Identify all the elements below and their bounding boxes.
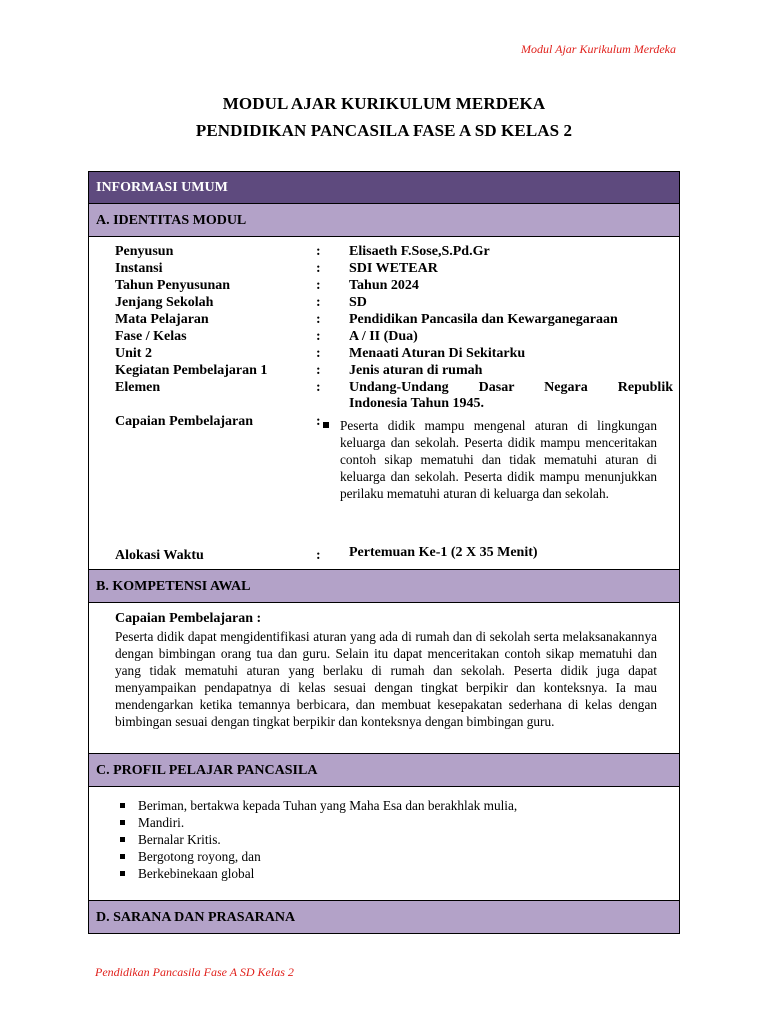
profil-item-text: Bernalar Kritis. [138, 832, 221, 847]
identitas-modul-content [89, 237, 679, 570]
identity-label: Kegiatan Pembelajaran 1 [115, 363, 268, 378]
kompetensi-paragraph: Peserta didik dapat mengidentifikasi aturan yang ada di rumah dan di sekolah serta melaksanakannya dengan bimbingan orang tua dan guru. Selain itu dapat menceritakan contoh sikap mematuhi dan yang tidak mematuhi aturan yang berlaku di rumah dan sekolah. Peserta didik juga dapat menyampaikan pendapatnya di kelas sesuai dengan tingkat berpikir dan konteksnya. Ia mau mendengarkan ketika temannya berbicara, dan membuat kesepakatan sederhana di kelas dengan bimbingan sesuai dengan tingkat berpikir dan konteksnya dengan bimbingan guru. [115, 629, 657, 729]
colon: : [316, 363, 321, 378]
bullet-icon [120, 871, 125, 876]
identity-value: SD [349, 295, 367, 310]
identity-label: Instansi [115, 261, 163, 276]
section-header-kompetensi-awal: B. KOMPETENSI AWAL [89, 570, 679, 603]
identity-value: Pendidikan Pancasila dan Kewarganegaraan [349, 312, 618, 327]
section-header-informasi-umum: INFORMASI UMUM [89, 172, 679, 204]
identity-label: Elemen [115, 380, 161, 395]
profil-item-text: Beriman, bertakwa kepada Tuhan yang Maha Esa dan berakhlak mulia, [138, 798, 518, 813]
colon: : [316, 244, 321, 259]
list-item [119, 797, 517, 814]
capaian-bullet [323, 417, 657, 502]
bullet-icon [323, 422, 329, 428]
identity-label: Tahun Penyusunan [115, 278, 231, 293]
colon: : [316, 295, 321, 310]
elemen-value-line-1: Undang-Undang Dasar Negara Republik [349, 380, 673, 395]
section-header-identitas-modul: A. IDENTITAS MODUL [89, 204, 679, 237]
kompetensi-subheading: Capaian Pembelajaran : [115, 611, 262, 626]
list-item [119, 865, 517, 882]
colon: : [316, 312, 321, 327]
kompetensi-awal-content [89, 603, 679, 754]
identity-label: Unit 2 [115, 346, 152, 361]
capaian-text: Peserta didik mampu mengenal aturan di lingkungan keluarga dan sekolah. Peserta didik mampu menceritakan contoh sikap mematuhi dan tidak mematuhi aturan di keluarga dan sekolah. Peserta didik mampu menunjukkan perilaku mematuhi aturan di keluarga dan sekolah. [340, 418, 657, 501]
section-header-sarana-prasarana: D. SARANA DAN PRASARANA [89, 901, 679, 934]
bullet-icon [120, 854, 125, 859]
identity-label: Jenjang Sekolah [115, 295, 214, 310]
identity-value: Elisaeth F.Sose,S.Pd.Gr [349, 244, 490, 259]
list-item [119, 848, 517, 865]
bullet-icon [120, 803, 125, 808]
identity-label: Mata Pelajaran [115, 312, 209, 327]
identity-value: Pertemuan Ke-1 (2 X 35 Menit) [349, 545, 538, 560]
profil-pelajar-content [89, 787, 679, 901]
identity-value: Menaati Aturan Di Sekitarku [349, 346, 526, 361]
colon: : [316, 329, 321, 344]
identity-value: A / II (Dua) [349, 329, 418, 344]
bullet-icon [120, 837, 125, 842]
running-footer: Pendidikan Pancasila Fase A SD Kelas 2 [95, 965, 294, 979]
identity-value: SDI WETEAR [349, 261, 438, 276]
document-subtitle: PENDIDIKAN PANCASILA FASE A SD KELAS 2 [195, 121, 573, 140]
profil-item-text: Bergotong royong, dan [138, 849, 261, 864]
colon: : [316, 414, 321, 429]
colon: : [316, 261, 321, 276]
profil-item-text: Mandiri. [138, 815, 185, 830]
colon: : [316, 346, 321, 361]
colon: : [316, 548, 321, 563]
colon: : [316, 380, 321, 395]
profil-list [119, 797, 517, 882]
module-table [88, 171, 680, 934]
identity-label: Capaian Pembelajaran [115, 414, 254, 429]
identity-value [349, 380, 673, 412]
identity-value: Tahun 2024 [349, 278, 419, 293]
identity-value: Jenis aturan di rumah [349, 363, 483, 378]
running-header: Modul Ajar Kurikulum Merdeka [521, 42, 676, 56]
elemen-value-line-2: Indonesia Tahun 1945. [349, 396, 485, 411]
identity-label: Penyusun [115, 244, 174, 259]
document-title: MODUL AJAR KURIKULUM MERDEKA [222, 94, 546, 113]
identity-label: Fase / Kelas [115, 329, 187, 344]
section-header-profil-pelajar: C. PROFIL PELAJAR PANCASILA [89, 754, 679, 787]
colon: : [316, 278, 321, 293]
list-item [119, 814, 517, 831]
bullet-icon [120, 820, 125, 825]
identity-label: Alokasi Waktu [115, 548, 204, 563]
profil-item-text: Berkebinekaan global [138, 866, 255, 881]
list-item [119, 831, 517, 848]
